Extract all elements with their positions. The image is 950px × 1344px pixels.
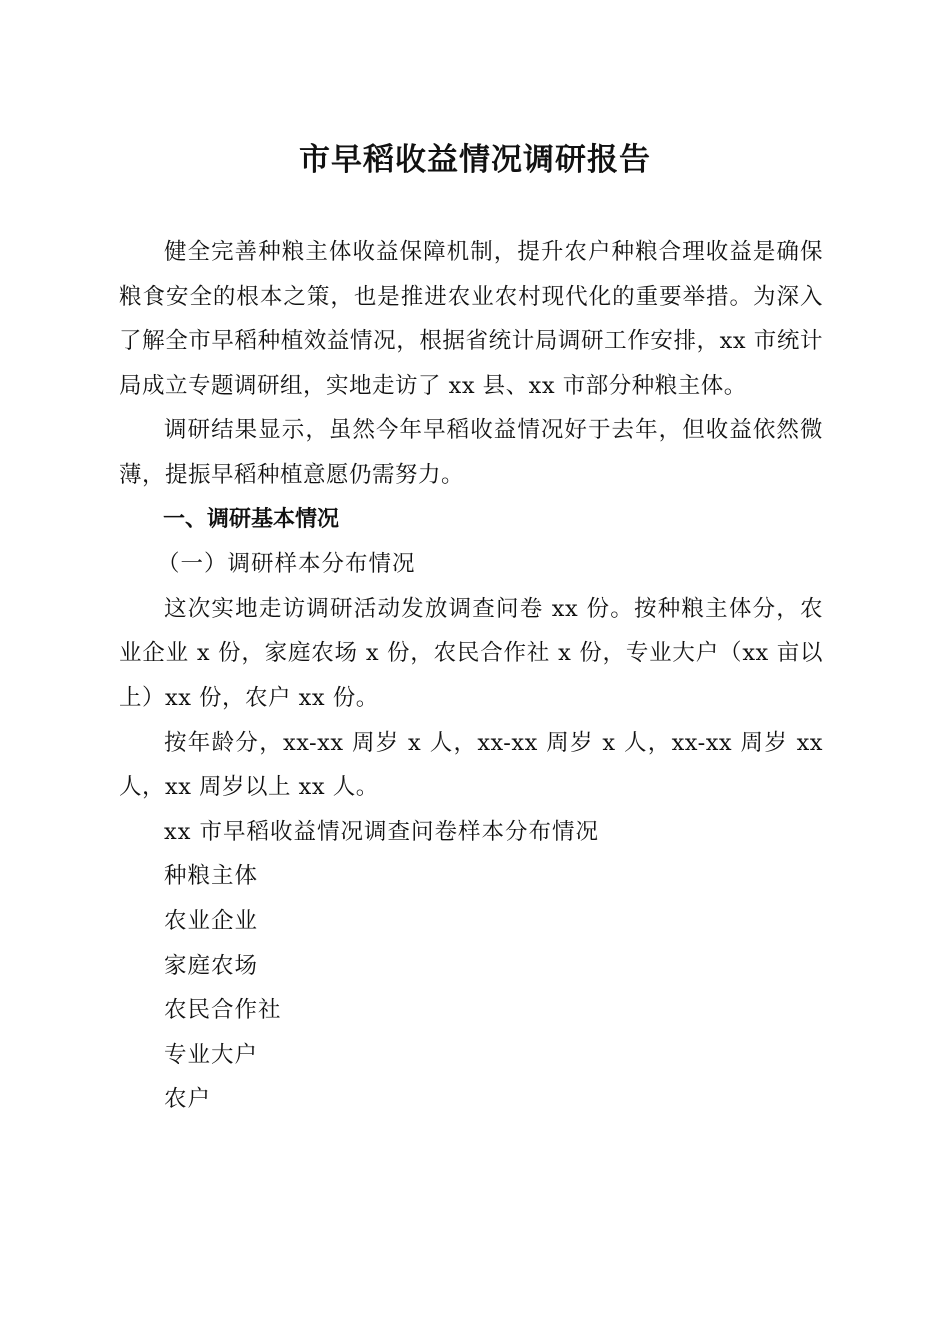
document-title: 市早稻收益情况调研报告 bbox=[299, 142, 651, 178]
sample-paragraph: 这次实地走访调研活动发放调查问卷 xx 份。按种粮主体分，农业企业 x 份，家庭农场 x 份，农民合作社 x 份，专业大户（xx 亩以上）xx 份，农户 xx 份。 bbox=[119, 595, 823, 711]
table-item: 农业企业 bbox=[164, 907, 259, 934]
section-heading: 一、调研基本情况 bbox=[163, 506, 340, 532]
table-item: 农户 bbox=[164, 1086, 212, 1113]
table-item: 家庭农场 bbox=[164, 952, 259, 979]
table-item: 种粮主体 bbox=[164, 863, 259, 890]
table-item: 农民合作社 bbox=[164, 997, 282, 1024]
subsection-heading: （一）调研样本分布情况 bbox=[157, 551, 416, 578]
table-item: 专业大户 bbox=[164, 1041, 259, 1068]
age-paragraph: 按年龄分，xx-xx 周岁 x 人，xx-xx 周岁 x 人，xx-xx 周岁 xx 人，xx 周岁以上 xx 人。 bbox=[119, 729, 823, 801]
table-title: xx 市早稻收益情况调查问卷样本分布情况 bbox=[164, 818, 600, 845]
result-paragraph: 调研结果显示，虽然今年早稻收益情况好于去年，但收益依然微薄，提振早稻种植意愿仍需努力。 bbox=[119, 417, 823, 488]
intro-paragraph: 健全完善种粮主体收益保障机制，提升农户种粮合理收益是确保粮食安全的根本之策，也是推进农业农村现代化的重要举措。为深入了解全市早稻种植效益情况，根据省统计局调研工作安排，xx 市统计局成立专题调研组，实地走访了 xx 县、xx 市部分种粮主体。 bbox=[119, 239, 823, 399]
document-body bbox=[119, 230, 823, 1122]
